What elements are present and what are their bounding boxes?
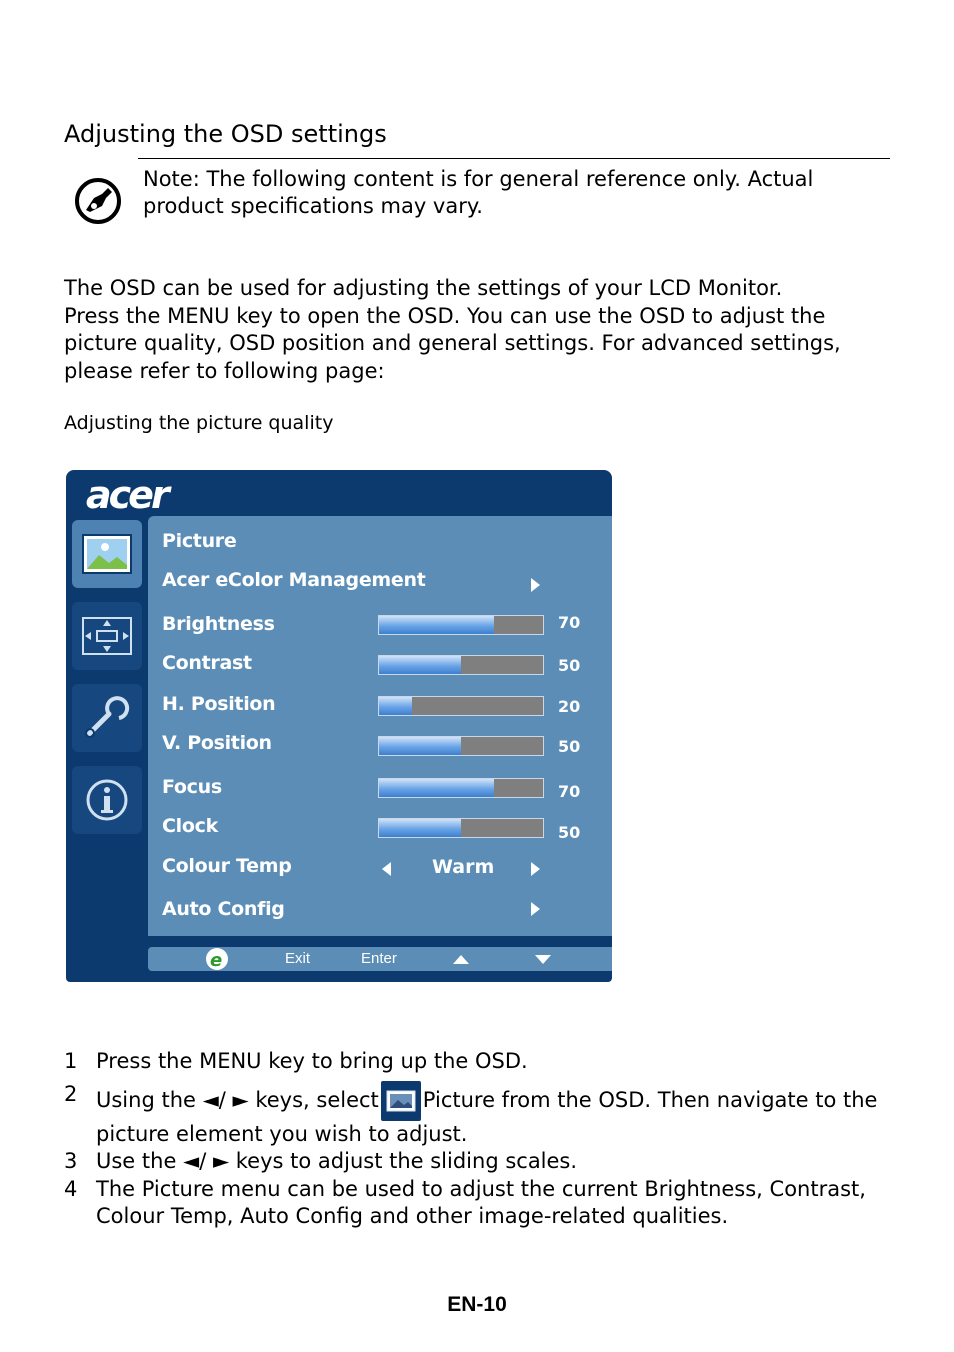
- page-number: EN-10: [447, 1293, 507, 1316]
- step-text: Press the MENU key to bring up the OSD.: [96, 1049, 528, 1073]
- focus-fill: [379, 779, 494, 797]
- colour-temp-value: Warm: [432, 856, 495, 878]
- osd-item-focus[interactable]: Focus: [162, 776, 222, 798]
- focus-value: 70: [558, 782, 581, 801]
- v-position-fill: [379, 737, 461, 755]
- picture-inline-icon: [381, 1081, 421, 1121]
- osd-item-brightness[interactable]: Brightness: [162, 613, 275, 635]
- osd-item-ecolor[interactable]: Acer eColor Management: [162, 569, 426, 591]
- clock-value: 50: [558, 823, 581, 842]
- subheading: Adjusting the picture quality: [64, 412, 334, 434]
- step-text: Colour Temp, Auto Config and other image-related qualities.: [96, 1204, 729, 1228]
- step-text-part: Using the ◄/ ► keys, select: [96, 1088, 379, 1112]
- intro-line: picture quality, OSD position and general settings. For advanced settings,: [64, 331, 841, 355]
- osd-item-auto-config[interactable]: Auto Config: [162, 898, 285, 920]
- contrast-slider[interactable]: [378, 655, 544, 675]
- step-number: 2: [64, 1082, 78, 1106]
- down-arrow-icon[interactable]: [535, 955, 551, 964]
- step-text: The Picture menu can be used to adjust the current Brightness, Contrast,: [96, 1177, 866, 1201]
- title-rule: [138, 158, 890, 159]
- clock-fill: [379, 819, 461, 837]
- brightness-fill: [379, 616, 494, 634]
- step-text: Use the ◄/ ► keys to adjust the sliding scales.: [96, 1149, 578, 1173]
- enter-key[interactable]: Enter: [361, 950, 397, 967]
- clock-slider[interactable]: [378, 818, 544, 838]
- svg-text:e: e: [210, 950, 223, 971]
- section-title: Adjusting the OSD settings: [64, 120, 387, 148]
- osd-item-clock[interactable]: Clock: [162, 815, 218, 837]
- svg-text:acer: acer: [86, 474, 167, 514]
- contrast-value: 50: [558, 656, 581, 675]
- colour-temp-left-icon[interactable]: [382, 862, 391, 876]
- tab-information[interactable]: [72, 766, 142, 834]
- wrench-icon: [83, 696, 131, 740]
- step-text: picture element you wish to adjust.: [96, 1122, 468, 1146]
- acer-logo: [84, 474, 194, 514]
- tab-osd-position[interactable]: [72, 602, 142, 670]
- tab-picture[interactable]: [72, 520, 142, 588]
- step-number: 3: [64, 1149, 78, 1173]
- osd-menu: [66, 470, 612, 982]
- osd-picture-panel: [148, 516, 612, 936]
- intro-line: please refer to following page:: [64, 358, 385, 383]
- colour-temp-right-icon[interactable]: [531, 862, 540, 876]
- brightness-slider[interactable]: [378, 615, 544, 635]
- auto-config-arrow-icon: [531, 902, 540, 916]
- osd-key-bar: [148, 947, 612, 971]
- intro-line: Press the MENU key to open the OSD. You can use the OSD to adjust the: [64, 303, 826, 328]
- note-icon: [72, 176, 124, 226]
- osd-item-v-position[interactable]: V. Position: [162, 732, 272, 754]
- intro-paragraph: [64, 275, 884, 385]
- picture-icon: [81, 533, 133, 575]
- osd-item-h-position[interactable]: H. Position: [162, 693, 276, 715]
- tab-settings[interactable]: [72, 684, 142, 752]
- v-position-slider[interactable]: [378, 736, 544, 756]
- h-position-slider[interactable]: [378, 696, 544, 716]
- info-icon: [85, 778, 129, 822]
- empowering-key-icon[interactable]: [204, 947, 230, 971]
- exit-key[interactable]: Exit: [285, 950, 311, 967]
- note-text: Note: The following content is for general reference only. Actual product specifications may vary.: [143, 167, 814, 218]
- osd-title: Picture: [162, 530, 237, 552]
- h-position-value: 20: [558, 697, 581, 716]
- focus-slider[interactable]: [378, 778, 544, 798]
- h-position-fill: [379, 697, 412, 715]
- osd-item-colour-temp[interactable]: Colour Temp: [162, 855, 292, 877]
- step-number: 4: [64, 1177, 78, 1201]
- step-number: 1: [64, 1049, 78, 1073]
- osd-item-contrast[interactable]: Contrast: [162, 652, 252, 674]
- position-icon: [81, 616, 133, 656]
- intro-line: The OSD can be used for adjusting the settings of your LCD Monitor.: [64, 276, 783, 300]
- ecolor-arrow-icon: [531, 578, 540, 592]
- up-arrow-icon[interactable]: [453, 955, 469, 964]
- brightness-value: 70: [558, 613, 581, 632]
- contrast-fill: [379, 656, 461, 674]
- v-position-value: 50: [558, 737, 581, 756]
- step-text: [96, 1081, 877, 1121]
- step-text-part: Picture from the OSD. Then navigate to the: [422, 1088, 878, 1112]
